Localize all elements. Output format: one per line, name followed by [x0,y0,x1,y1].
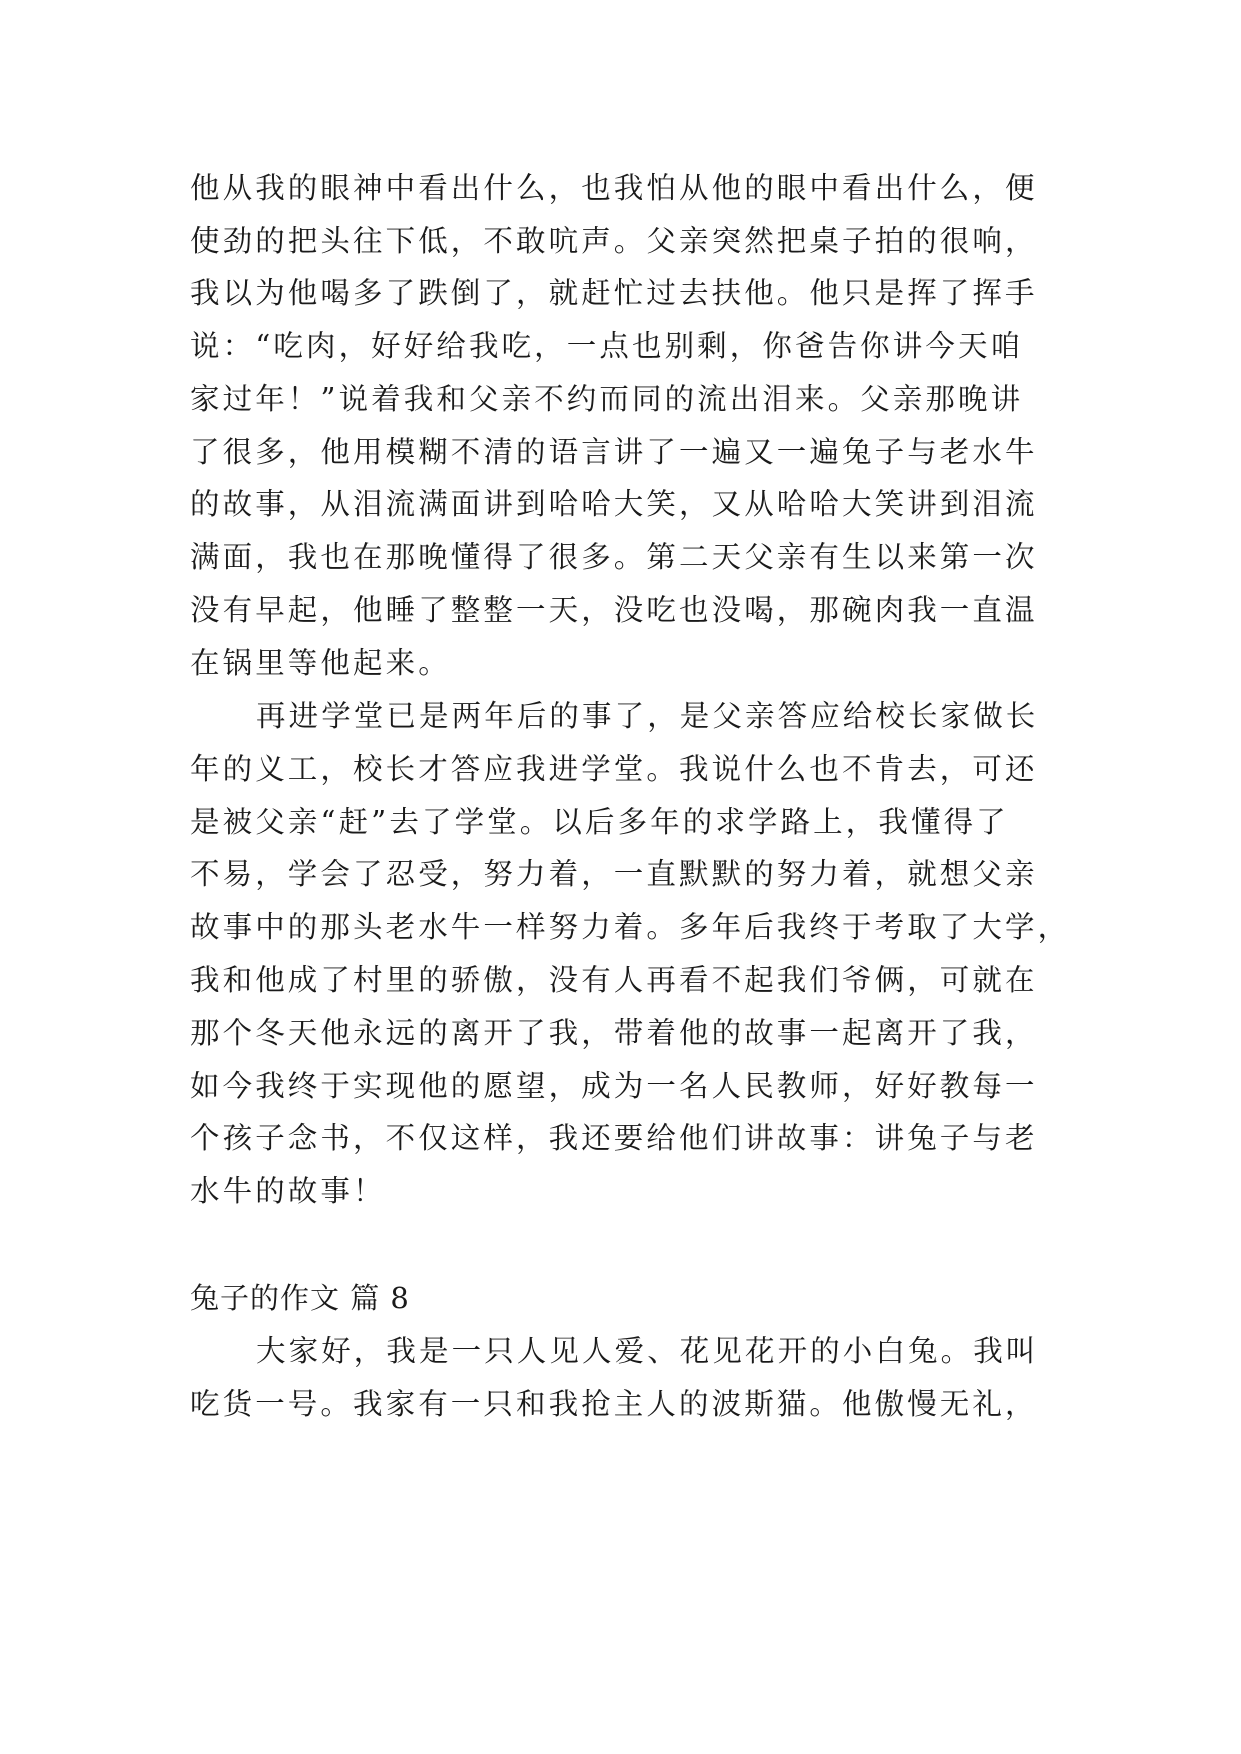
text-line: 如今我终于实现他的愿望，成为一名人民教师，好好教每一 [190,1069,1038,1103]
text-line: 吃货一号。我家有一只和我抢主人的波斯猫。他傲慢无礼， [190,1387,1038,1421]
text-line: 再进学堂已是两年后的事了，是父亲答应给校长家做长 [256,699,1039,733]
text-line: 在锅里等他起来。 [190,646,451,680]
text-line: 说：“吃肉，好好给我吃，一点也别剩，你爸告你讲今天咱 [190,329,1024,363]
section-heading: 兔子的作文 篇 8 [190,1281,410,1315]
text-line: 家过年！”说着我和父亲不约而同的流出泪来。父亲那晚讲 [190,382,1024,416]
text-line: 了很多，他用模糊不清的语言讲了一遍又一遍兔子与老水牛 [190,435,1038,469]
text-line: 我和他成了村里的骄傲，没有人再看不起我们爷俩，可就在 [190,963,1038,997]
text-line: 不易，学会了忍受，努力着，一直默默的努力着，就想父亲 [190,857,1038,891]
text-line: 满面，我也在那晚懂得了很多。第二天父亲有生以来第一次 [190,540,1038,574]
text-line: 我以为他喝多了跌倒了，就赶忙过去扶他。他只是挥了挥手 [190,276,1038,310]
text-line: 大家好，我是一只人见人爱、花见花开的小白兔。我叫 [256,1334,1039,1368]
text-line: 年的义工，校长才答应我进学堂。我说什么也不肯去，可还 [190,752,1038,786]
text-line: 的故事，从泪流满面讲到哈哈大笑，又从哈哈大笑讲到泪流 [190,487,1038,521]
text-line: 他从我的眼神中看出什么，也我怕从他的眼中看出什么，便 [190,171,1038,205]
text-line: 是被父亲“赶”去了学堂。以后多年的求学路上，我懂得了 [190,805,1009,839]
text-line: 那个冬天他永远的离开了我，带着他的故事一起离开了我， [190,1016,1038,1050]
text-line: 水牛的故事！ [190,1174,386,1208]
text-line: 使劲的把头往下低，不敢吭声。父亲突然把桌子拍的很响， [190,224,1038,258]
text-line: 故事中的那头老水牛一样努力着。多年后我终于考取了大学， [190,910,1071,944]
text-line: 没有早起，他睡了整整一天，没吃也没喝，那碗肉我一直温 [190,593,1038,627]
text-line: 个孩子念书，不仅这样，我还要给他们讲故事：讲兔子与老 [190,1121,1038,1155]
